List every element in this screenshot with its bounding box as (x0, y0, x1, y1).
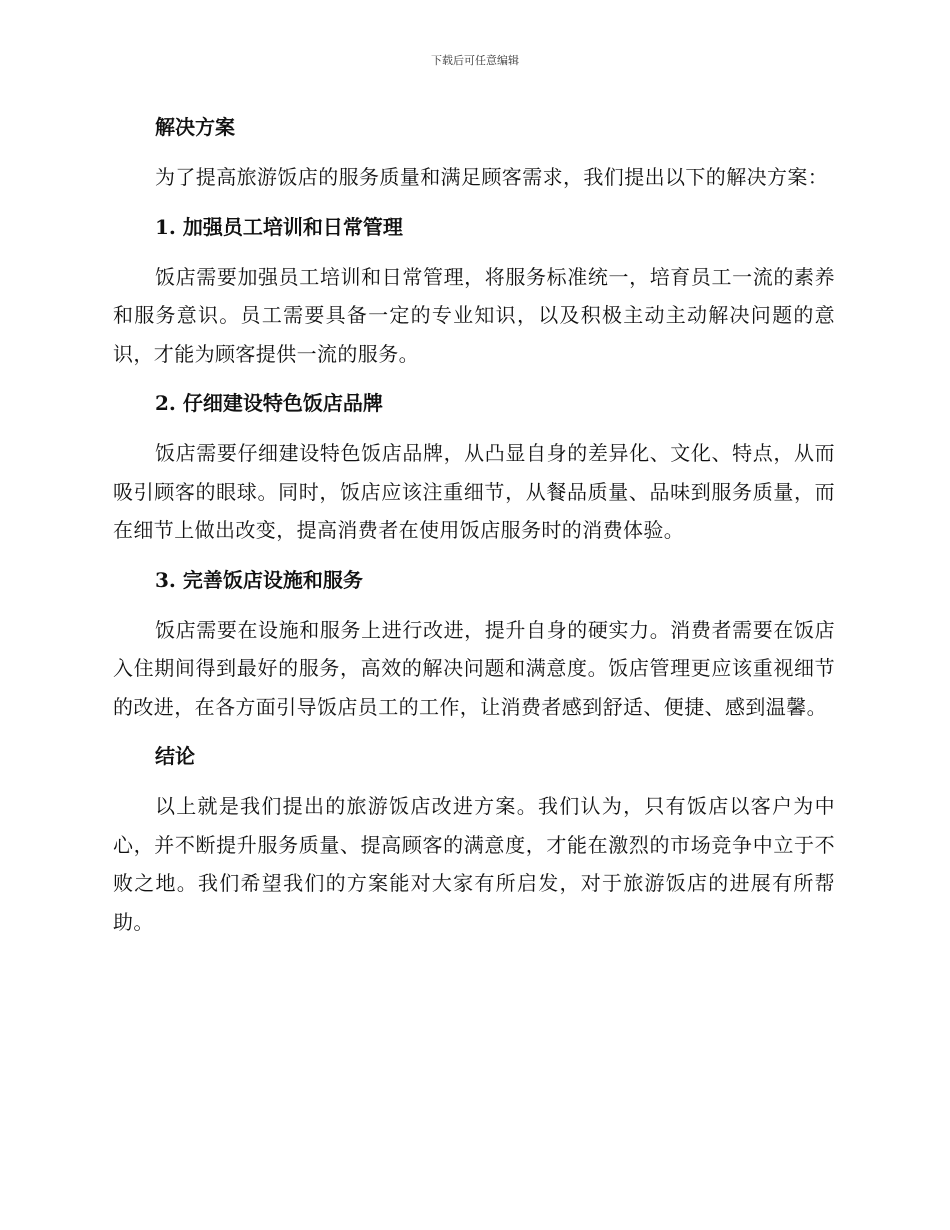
item1-paragraph: 饭店需要加强员工培训和日常管理，将服务标准统一，培育员工一流的素养和服务意识。员工需要具备一定的专业知识，以及积极主动主动解决问题的意识，才能为顾客提供一流的服务。 (113, 264, 835, 366)
item3-heading: 3. 完善饭店设施和服务 (155, 567, 363, 592)
page-header: 下载后可任意编辑 (431, 54, 519, 67)
item2-heading: 2. 仔细建设特色饭店品牌 (155, 391, 383, 415)
item2-paragraph: 饭店需要仔细建设特色饭店品牌，从凸显自身的差异化、文化、特点，从而吸引顾客的眼球。同时，饭店应该注重细节，从餐品质量、品味到服务质量，而在细节上做出改变，提高消费者在使用饭店服务时的消费体验。 (113, 441, 835, 542)
conclusion-paragraph: 以上就是我们提出的旅游饭店改进方案。我们认为，只有饭店以客户为中心，并不断提升服务质量、提高顾客的满意度，才能在激烈的市场竞争中立于不败之地。我们希望我们的方案能对大家有所启发，对于旅游饭店的进展有所帮助。 (113, 794, 835, 934)
solution-heading: 解决方案 (155, 115, 235, 139)
item1-heading: 1. 加强员工培训和日常管理 (155, 214, 403, 239)
document-body (113, 108, 835, 941)
solution-intro-paragraph: 为了提高旅游饭店的服务质量和满足顾客需求，我们提出以下的解决方案： (155, 165, 829, 189)
conclusion-heading: 结论 (155, 744, 195, 768)
item3-paragraph: 饭店需要在设施和服务上进行改进，提升自身的硬实力。消费者需要在饭店入住期间得到最好的服务，高效的解决问题和满意度。饭店管理更应该重视细节的改进，在各方面引导饭店员工的工作，让消费者感到舒适、便捷、感到温馨。 (113, 617, 835, 719)
